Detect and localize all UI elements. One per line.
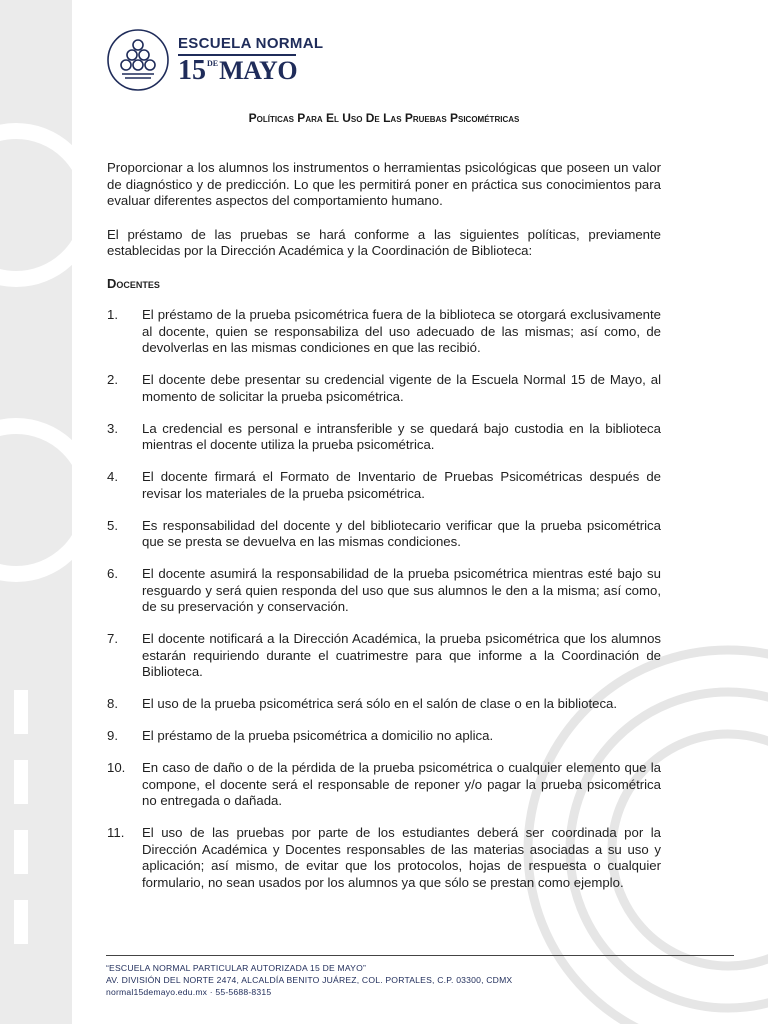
- list-item: [107, 372, 661, 405]
- list-item: [107, 825, 661, 891]
- footer-address: AV. DIVISIÓN DEL NORTE 2474, ALCALDÍA BENITO JUÁREZ, COL. PORTALES, C.P. 03300, CDMX: [106, 975, 513, 985]
- intro-paragraph: Proporcionar a los alumnos los instrumentos o herramientas psicológicas que poseen un valor de diagnóstico y de predicción. Lo que les permitirá poner en práctica sus conocimientos para evaluar diferentes aspectos del comportamiento humano.: [107, 160, 661, 208]
- school-seal-icon: [106, 28, 170, 92]
- list-text: Es responsabilidad del docente y del bibliotecario verificar que la prueba psicométrica que se presta se devuelva en las mismas condiciones.: [142, 517, 661, 549]
- list-text: La credencial es personal e intransferible y se quedará bajo custodia en la biblioteca mientras el docente utiliza la prueba psicométrica.: [142, 420, 661, 452]
- list-item: [107, 307, 661, 357]
- list-number: 7.: [107, 631, 118, 646]
- school-logo: [106, 26, 324, 92]
- list-item: [107, 631, 661, 681]
- list-number: 6.: [107, 566, 118, 581]
- list-number: 1.: [107, 307, 118, 322]
- list-number: 2.: [107, 372, 118, 387]
- document-body: [107, 160, 661, 907]
- list-item: [107, 421, 661, 454]
- list-number: 5.: [107, 517, 118, 533]
- list-text: El préstamo de la prueba psicométrica a domicilio no aplica.: [142, 728, 494, 743]
- footer-contact: normal15demayo.edu.mx · 55-5688-8315: [106, 987, 272, 997]
- list-number: 10.: [107, 760, 126, 775]
- list-number: 4.: [107, 469, 118, 484]
- list-text: El docente firmará el Formato de Inventario de Pruebas Psicométricas después de revisar los materiales de la prueba psicométrica.: [142, 469, 661, 501]
- list-number: 8.: [107, 696, 118, 711]
- list-text: El préstamo de la prueba psicométrica fuera de la biblioteca se otorgará exclusivamente al docente, quien se responsabiliza del uso adecuado de las mismas; así como, de devolverlas en las mismas condiciones en que las recibió.: [142, 307, 661, 355]
- list-item: [107, 566, 661, 616]
- footer-divider: [106, 955, 734, 956]
- document-title: Políticas Para El Uso De Las Pruebas Psicométricas: [248, 111, 520, 125]
- section-title: Docentes: [107, 275, 160, 291]
- list-item: [107, 696, 661, 713]
- list-text: El docente asumirá la responsabilidad de la prueba psicométrica mientras esté bajo su resguardo y será quien responda del uso que sus alumnos le den a la misma; así como, de su preservación y conservación.: [142, 566, 661, 614]
- list-text: El docente notificará a la Dirección Académica, la prueba psicométrica que los alumnos estarán requiriendo durante el cuatrimestre para que informe a la Coordinación de Biblioteca.: [142, 631, 661, 679]
- policies-paragraph: El préstamo de las pruebas se hará conforme a las siguientes políticas, previamente establecidas por la Dirección Académica y la Coordinación de Biblioteca:: [107, 226, 661, 258]
- rules-list: [107, 307, 661, 891]
- list-text: El uso de la prueba psicométrica será sólo en el salón de clase o en la biblioteca.: [142, 696, 618, 711]
- decorative-rings: [0, 0, 72, 1024]
- list-item: [107, 728, 661, 745]
- list-text: En caso de daño o de la pérdida de la prueba psicométrica o cualquier elemento que la compone, el docente será el responsable de reponer y/o pagar la prueba psicométrica no entregada o dañada.: [142, 760, 661, 808]
- logo-de: DE: [207, 59, 219, 68]
- list-number: 11.: [107, 825, 125, 840]
- logo-number: 15: [178, 55, 206, 86]
- logo-month: MAYO: [219, 56, 298, 85]
- list-item: [107, 760, 661, 810]
- list-text: El docente debe presentar su credencial vigente de la Escuela Normal 15 de Mayo, al momento de solicitar la prueba psicométrica.: [142, 372, 661, 404]
- decorative-side-band: [0, 0, 72, 1024]
- list-item: [107, 518, 661, 551]
- footer: [106, 962, 512, 998]
- list-item: [107, 469, 661, 502]
- logo-wordmark: [178, 57, 297, 85]
- list-text: El uso de las pruebas por parte de los estudiantes deberá ser coordinada por la Dirección Académica y Docentes responsables de las materias asociadas a su uso y aplicación; así mismo, de evitar que los protocolos, hojas de respuesta o cualquier formulario, no sean usados por los alumnos ya que sólo se prestan como ejemplo.: [142, 825, 661, 890]
- logo-school-name: ESCUELA NORMAL: [178, 35, 324, 52]
- list-number: 9.: [107, 728, 118, 743]
- list-number: 3.: [107, 420, 118, 436]
- footer-school-name: “ESCUELA NORMAL PARTICULAR AUTORIZADA 15 DE MAYO”: [106, 963, 367, 973]
